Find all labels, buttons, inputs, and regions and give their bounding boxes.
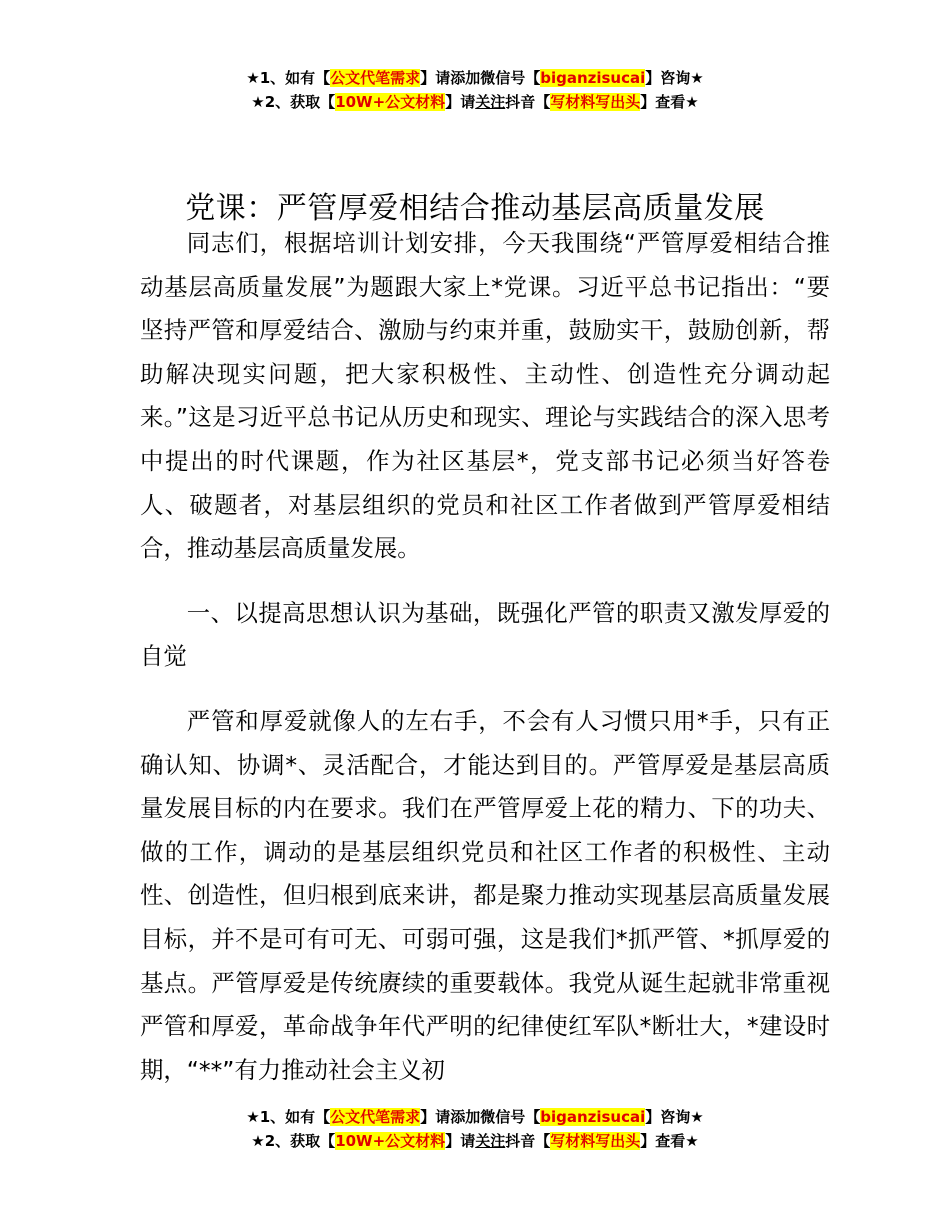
banner-text: ★1、如有【 xyxy=(246,1108,331,1126)
document-body xyxy=(140,222,830,1092)
banner-text: ★2、获取【 xyxy=(251,1132,336,1150)
banner-text: 】查看★ xyxy=(640,1132,699,1150)
banner-text: 抖音【 xyxy=(505,1132,551,1150)
banner-line-2 xyxy=(0,90,950,114)
banner-douyin-account: 写材料写出头 xyxy=(550,1132,641,1150)
banner-highlight: 公文代笔需求 xyxy=(330,1108,421,1126)
paragraph-body: 严管和厚爱就像人的左右手，不会有人习惯只用*手，只有正确认知、协调*、灵活配合，才能达到目的。严管厚爱是基层高质量发展目标的内在要求。我们在严管厚爱上花的精力、下的功夫、做的工作，调动的是基层组织党员和社区工作者的积极性、主动性、创造性，但归根到底来讲，都是聚力推动实现基层高质量发展目标，并不是可有可无、可弱可强，这是我们*抓严管、*抓厚爱的基点。严管厚爱是传统赓续的重要载体。我党从诞生起就非常重视严管和厚爱，革命战争年代严明的纪律使红军队*断壮大，*建设时期，“**”有力推动社会主义初 xyxy=(140,706,830,1084)
banner-wechat-id: biganzisucai xyxy=(540,1108,646,1126)
banner-highlight: 10W+公文材料 xyxy=(335,1132,446,1150)
banner-highlight: 公文代笔需求 xyxy=(330,69,421,87)
banner-text: ★2、获取【 xyxy=(251,93,336,111)
banner-underlined: 关注 xyxy=(475,93,506,111)
footer-banner xyxy=(0,1105,950,1153)
header-banner xyxy=(0,66,950,114)
banner-text: 抖音【 xyxy=(505,93,551,111)
banner-line-1 xyxy=(0,1105,950,1129)
banner-line-2 xyxy=(0,1129,950,1153)
paragraph-intro: 同志们，根据培训计划安排，今天我围绕“严管厚爱相结合推动基层高质量发展”为题跟大家上*党课。习近平总书记指出：“要坚持严管和厚爱结合、激励与约束并重，鼓励实干，鼓励创新，帮助解决现实问题，把大家积极性、主动性、创造性充分调动起来。”这是习近平总书记从历史和现实、理论与实践结合的深入思考中提出的时代课题，作为社区基层*，党支部书记必须当好答卷人、破题者，对基层组织的党员和社区工作者做到严管厚爱相结合，推动基层高质量发展。 xyxy=(140,229,830,563)
section-heading: 一、以提高思想认识为基础，既强化严管的职责又激发厚爱的自觉 xyxy=(140,598,830,671)
banner-text: 】请添加微信号【 xyxy=(420,1108,541,1126)
banner-text: 】咨询★ xyxy=(645,69,704,87)
banner-text: ★1、如有【 xyxy=(246,69,331,87)
banner-text: 】请添加微信号【 xyxy=(420,69,541,87)
banner-douyin-account: 写材料写出头 xyxy=(550,93,641,111)
banner-line-1 xyxy=(0,66,950,90)
document-title: 党课：严管厚爱相结合推动基层高质量发展 xyxy=(185,191,765,227)
banner-highlight: 10W+公文材料 xyxy=(335,93,446,111)
banner-underlined: 关注 xyxy=(475,1132,506,1150)
banner-wechat-id: biganzisucai xyxy=(540,69,646,87)
banner-text: 】请 xyxy=(445,93,476,111)
banner-text: 】请 xyxy=(445,1132,476,1150)
banner-text: 】咨询★ xyxy=(645,1108,704,1126)
banner-text: 】查看★ xyxy=(640,93,699,111)
